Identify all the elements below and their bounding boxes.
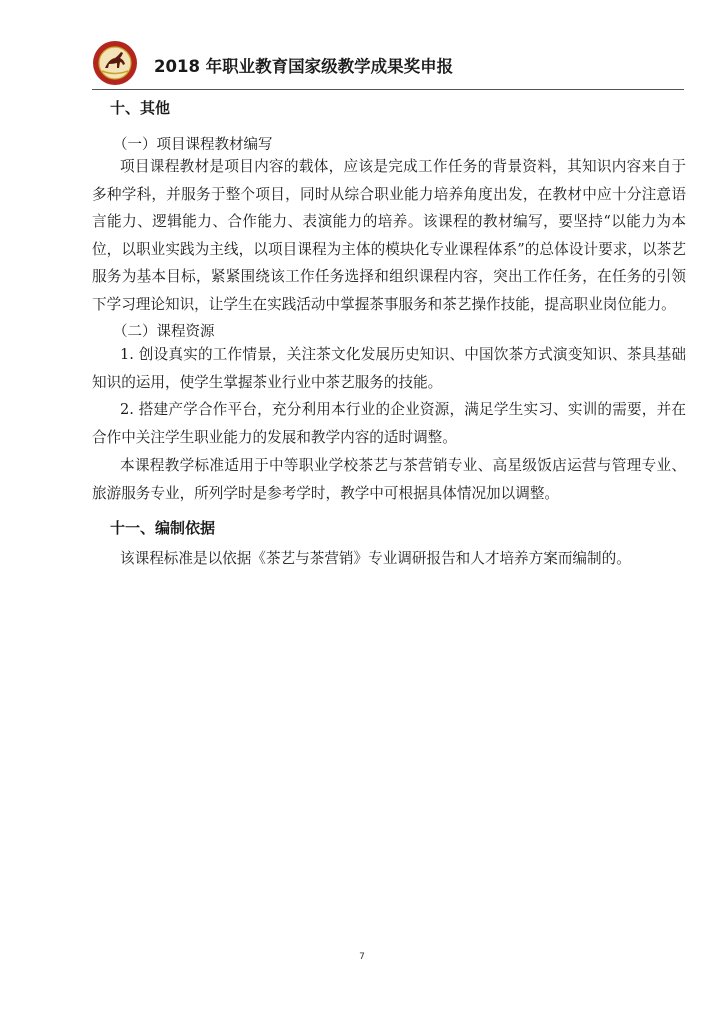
section-heading-11: 十一、编制依据 bbox=[110, 519, 216, 537]
paragraph-resource-1: 1. 创设真实的工作情景，关注茶文化发展历史知识、中国饮茶方式演变知识、茶具基础知识的运用，使学生掌握茶业行业中茶艺服务的技能。 bbox=[92, 346, 686, 391]
header-divider bbox=[92, 89, 684, 90]
header-title: 2018 年职业教育国家级教学成果奖申报 bbox=[154, 57, 454, 76]
school-seal-icon bbox=[92, 40, 138, 86]
paragraph-basis: 该课程标准是以依据《茶艺与茶营销》专业调研报告和人才培养方案而编制的。 bbox=[120, 550, 631, 567]
page-header bbox=[92, 40, 692, 90]
paragraph-resource-2: 2. 搭建产学合作平台，充分利用本行业的企业资源，满足学生实习、实训的需要，并在合作中关注学生职业能力的发展和教学内容的适时调整。 bbox=[92, 401, 686, 446]
paragraph-textbook: 项目课程教材是项目内容的载体，应该是完成工作任务的背景资料，其知识内容来自于多种学科，并服务于整个项目，同时从综合职业能力培养角度出发，在教材中应十分注意语言能力、逻辑能力、合作能力、表演能力的培养。该课程的教材编写，要坚持“以能力为本位，以职业实践为主线，以项目课程为主体的模块化专业课程体系”的总体设计要求，以茶艺服务为基本目标，紧紧围绕该工作任务选择和组织课程内容，突出工作任务，在任务的引领下学习理论知识，让学生在实践活动中掌握茶事服务和茶艺操作技能，提高职业岗位能力。 bbox=[92, 158, 686, 313]
page-number: 7 bbox=[359, 952, 365, 962]
section-heading-10: 十、其他 bbox=[110, 99, 171, 117]
subsection-heading-1: （一）项目课程教材编写 bbox=[113, 137, 273, 153]
paragraph-applicability: 本课程教学标准适用于中等职业学校茶艺与茶营销专业、高星级饭店运营与管理专业、旅游服务专业，所列学时是参考学时，教学中可根据具体情况加以调整。 bbox=[92, 457, 686, 502]
subsection-heading-2: （二）课程资源 bbox=[113, 324, 215, 340]
